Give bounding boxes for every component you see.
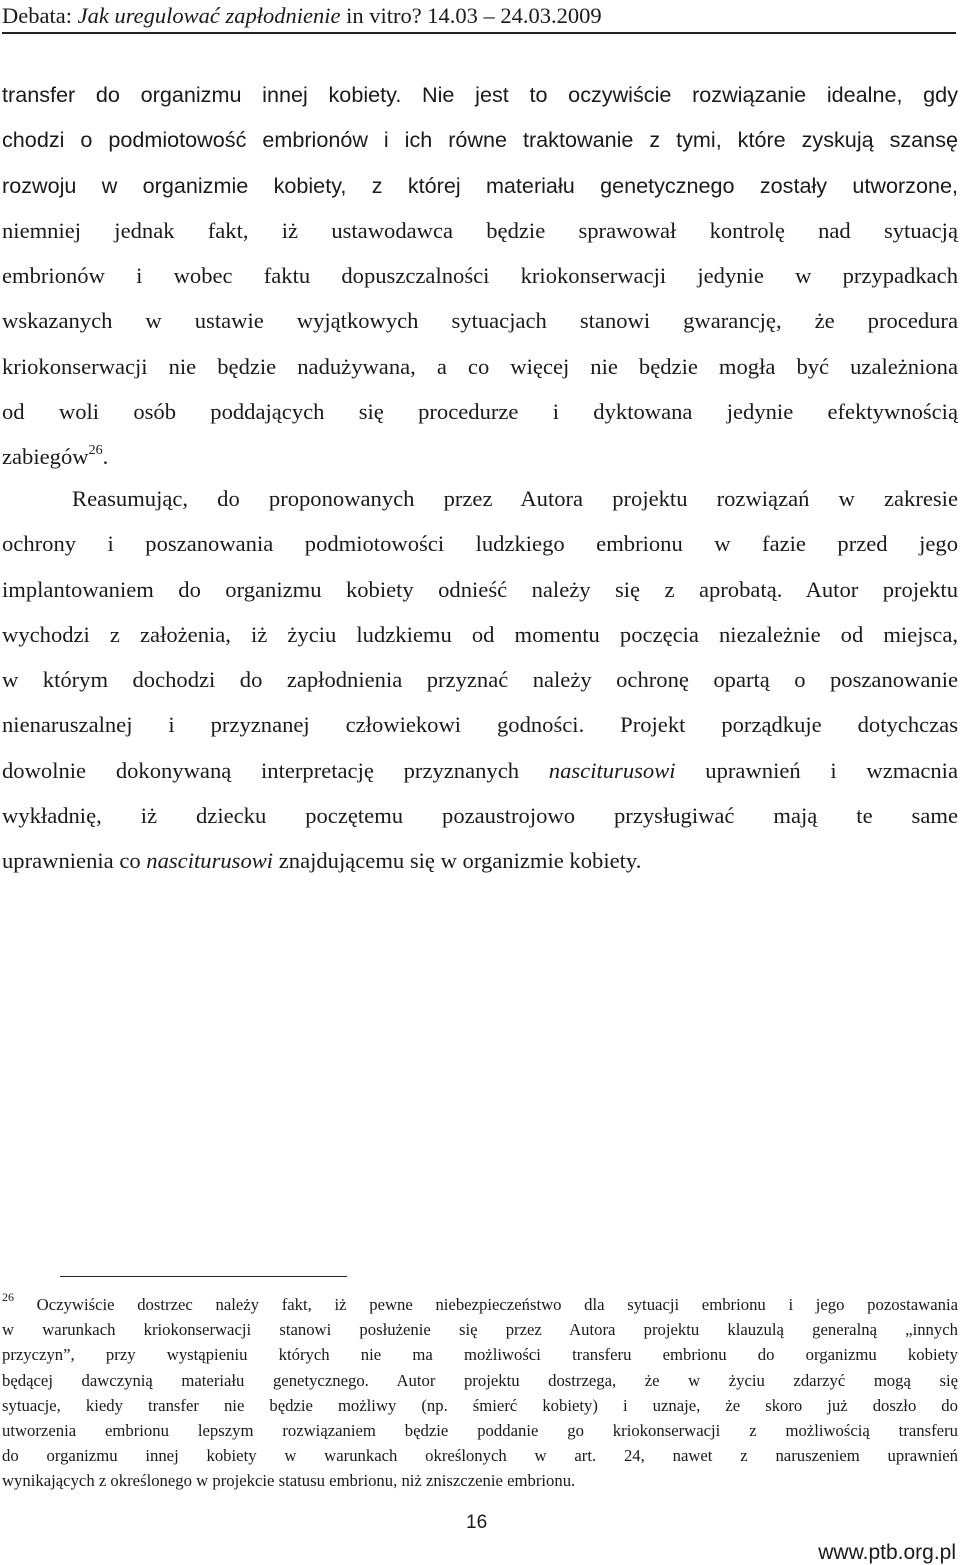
text-line: niemniej jednak fakt, iż ustawodawca będzie sprawował kontrolę nad sytuacją	[2, 217, 958, 243]
footnote-number: 26	[2, 1290, 14, 1305]
text-line: transfer do organizmu innej kobiety. Nie jest to oczywiście rozwiązanie idealne, gdy	[2, 82, 958, 107]
italic-term: nasciturusowi	[146, 848, 274, 874]
paragraph-continued	[2, 72, 958, 480]
footnote-line: utworzenia embrionu lepszym rozwiązaniem będzie poddanie go kriokonserwacji z możliwością transferu	[2, 1420, 958, 1440]
footnote-text: Oczywiście dostrzec należy fakt, iż pewne niebezpieczeństwo dla sytuacji embrionu i jego pozostawania	[14, 1295, 958, 1314]
footnote-line: będącej dawczynią materiału genetycznego. Autor projektu dostrzega, że w życiu zdarzyć mogą się	[2, 1370, 958, 1390]
header-title: Jak uregulować zapłodnienie	[77, 3, 341, 28]
text-line: wykładnię, iż dziecku poczętemu pozaustrojowo przysługiwać mają te same	[2, 803, 958, 829]
footnote-line-last: wynikających z określonego w projekcie statusu embrionu, niż zniszczenie embrionu.	[2, 1471, 576, 1491]
footnote	[2, 1292, 958, 1494]
text-line-with-italic	[2, 748, 958, 793]
header-dates: in vitro? 14.03 – 24.03.2009	[340, 3, 602, 28]
text-line: od woli osób poddających się procedurze i dyktowana jedynie efektywnością	[2, 399, 958, 425]
paragraph-summary	[2, 476, 958, 884]
text-segment: dowolnie dokonywaną interpretację przyznanych	[2, 757, 549, 783]
text-line: kriokonserwacji nie będzie nadużywana, a co więcej nie będzie mogła być uzależniona	[2, 353, 958, 379]
text-segment: uprawnień i wzmacnia	[675, 757, 958, 783]
text-line: chodzi o podmiotowość embrionów i ich równe traktowanie z tymi, które zyskują szansę	[2, 127, 958, 153]
footnote-reference: 26	[88, 442, 103, 458]
text-segment: znajdującemu się w organizmie kobiety.	[273, 848, 642, 874]
text-line: wychodzi z założenia, iż życiu ludzkiemu od momentu poczęcia niezależnie od miejsca,	[2, 621, 958, 647]
footnote-line: w warunkach kriokonserwacji stanowi posłużenie się przez Autora projektu klauzulą generalną „innych	[2, 1320, 958, 1340]
text-line: nienaruszalnej i przyznanej człowiekowi godności. Projekt porządkuje dotychczas	[2, 712, 958, 738]
footnote-line: sytuacje, kiedy transfer nie będzie możliwy (np. śmierć kobiety) i uznaje, że skoro już doszło do	[2, 1395, 958, 1415]
page-number: 16	[466, 1512, 488, 1533]
text-line: embrionów i wobec faktu dopuszczalności kriokonserwacji jedynie w przypadkach	[2, 263, 958, 289]
text-line-indented: Reasumując, do proponowanych przez Autora projektu rozwiązań w zakresie	[72, 486, 958, 511]
footnote-line: przyczyn”, przy wystąpieniu których nie ma możliwości transferu embrionu do organizmu kobiety	[2, 1345, 958, 1365]
text-line: wskazanych w ustawie wyjątkowych sytuacjach stanowi gwarancję, że procedura	[2, 308, 958, 334]
text-line-last	[2, 434, 958, 479]
running-header	[2, 2, 956, 34]
footnote-line: do organizmu innej kobiety w warunkach określonych w art. 24, nawet z naruszeniem uprawnień	[2, 1446, 958, 1466]
footnote-separator	[60, 1276, 347, 1277]
footnote-line	[2, 1292, 958, 1317]
period: .	[102, 444, 109, 470]
text-line: w którym dochodzi do zapłodnienia przyznać należy ochronę opartą o poszanowanie	[2, 667, 958, 693]
last-word: zabiegów	[2, 444, 89, 470]
text-segment: uprawnienia co	[2, 848, 147, 874]
text-line: ochrony i poszanowania podmiotowości ludzkiego embrionu w fazie przed jego	[2, 531, 958, 557]
header-prefix: Debata:	[2, 3, 78, 28]
italic-term: nasciturusowi	[548, 757, 676, 783]
website-url: www.ptb.org.pl	[818, 1541, 956, 1564]
text-line-last	[2, 838, 958, 883]
text-line: implantowaniem do organizmu kobiety odnieść należy się z aprobatą. Autor projektu	[2, 576, 958, 602]
text-line: rozwoju w organizmie kobiety, z której materiału genetycznego zostały utworzone,	[2, 172, 958, 198]
